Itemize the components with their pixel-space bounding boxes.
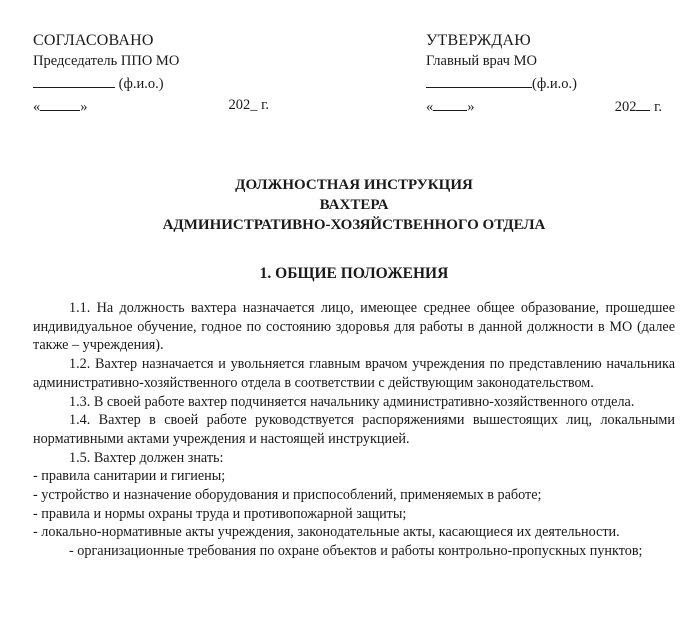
section-heading: 1. ОБЩИЕ ПОЛОЖЕНИЯ bbox=[259, 265, 449, 282]
day-blank bbox=[40, 95, 80, 111]
approval-block-left bbox=[33, 30, 269, 118]
signature-blank bbox=[426, 72, 532, 88]
title-line-1: ДОЛЖНОСТНАЯ ИНСТРУКЦИЯ bbox=[235, 177, 473, 193]
name-hint-left: (ф.и.о.) bbox=[118, 76, 164, 92]
title-line-3: АДМИНИСТРАТИВНО-ХОЗЯЙСТВЕННОГО ОТДЕЛА bbox=[162, 217, 546, 233]
approval-signature-line-left bbox=[33, 72, 269, 95]
approval-year-left: 202_ г. bbox=[228, 97, 269, 113]
approval-heading-right: УТВЕРЖДАЮ bbox=[426, 32, 531, 49]
paragraph-1-3: 1.3. В своей работе вахтер подчиняется начальнику административно-хозяйственного отдела. bbox=[69, 393, 635, 410]
name-hint-right: (ф.и.о.) bbox=[532, 76, 577, 92]
approval-block-right bbox=[426, 30, 662, 118]
approval-heading-left: СОГЛАСОВАНО bbox=[33, 32, 154, 49]
quote-close: » bbox=[80, 99, 88, 115]
day-blank bbox=[433, 95, 467, 111]
quote-close: » bbox=[467, 99, 475, 115]
approval-position-right: Главный врач МО bbox=[426, 53, 537, 69]
approval-year-right: 202 г. bbox=[615, 95, 662, 118]
document-title bbox=[0, 175, 700, 235]
section-body bbox=[33, 299, 675, 561]
list-item: - правила и нормы охраны труда и противопожарной защиты; bbox=[33, 505, 407, 522]
title-line-2: ВАХТЕРА bbox=[319, 197, 389, 213]
year-blank bbox=[636, 95, 650, 111]
list-item: - правила санитарии и гигиены; bbox=[33, 468, 226, 485]
approval-position-left: Председатель ППО МО bbox=[33, 53, 180, 69]
paragraph-1-4: 1.4. Вахтер в своей работе руководствуется распоряжениями вышестоящих лиц, локальными нормативными актами учреждения и настоящей инструкцией. bbox=[33, 412, 675, 447]
list-item: - локально-нормативные акты учреждения, законодательные акты, касающиеся их деятельности. bbox=[33, 524, 620, 541]
quote-open: « bbox=[426, 99, 434, 115]
quote-open: « bbox=[33, 99, 41, 115]
paragraph-1-2: 1.2. Вахтер назначается и увольняется главным врачом учреждения по представлению начальника административно-хозяйственного отдела в соответствии с действующим законодательством. bbox=[33, 356, 675, 391]
approval-date-left bbox=[33, 95, 269, 118]
approval-date-right bbox=[426, 95, 662, 118]
list-item: - организационные требования по охране объектов и работы контрольно-пропускных пунктов; bbox=[69, 543, 643, 560]
paragraph-1-1: 1.1. На должность вахтера назначается лицо, имеющее среднее общее образование, прошедшее индивидуальное обучение, годное по состоянию здоровья для работы в данной должности в МО (далее также – учреждения). bbox=[33, 300, 675, 354]
paragraph-1-5: 1.5. Вахтер должен знать: bbox=[69, 449, 224, 466]
signature-blank bbox=[33, 72, 115, 88]
approval-signature-line-right bbox=[426, 72, 662, 95]
list-item: - устройство и назначение оборудования и приспособлений, применяемых в работе; bbox=[33, 487, 542, 504]
